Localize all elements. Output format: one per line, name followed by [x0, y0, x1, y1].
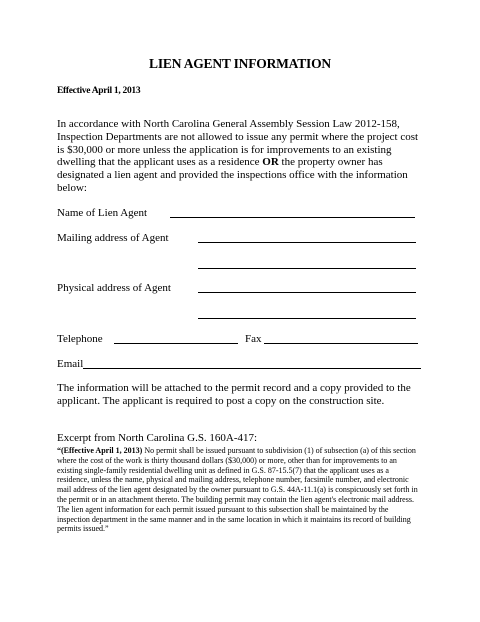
mailing-address-field-line1[interactable]	[198, 242, 416, 243]
intro-text-part2: the property owner has designated a lien agent and provided the inspections office with the information below:	[57, 156, 408, 194]
email-field[interactable]	[83, 368, 421, 369]
physical-address-field-line2[interactable]	[198, 318, 416, 319]
name-of-lien-agent-field[interactable]	[170, 217, 415, 218]
name-of-lien-agent-label: Name of Lien Agent	[57, 207, 148, 219]
excerpt-effective-lead: “(Effective April 1, 2013)	[57, 446, 143, 455]
excerpt-heading: Excerpt from North Carolina G.S. 160A-417:	[57, 432, 258, 444]
intro-text-part1: In accordance with North Carolina General Assembly Session Law 2012-158, Inspection Departments are not allowed to issue any permit where the project cost is $30,000 or more unless the application is for improvements to an existing dwelling that the applicant uses as a residence	[57, 118, 419, 169]
fax-field[interactable]	[264, 343, 418, 344]
document-title: LIEN AGENT INFORMATION	[149, 56, 331, 71]
excerpt-body	[57, 446, 422, 534]
intro-or-emphasis: OR	[262, 156, 279, 169]
physical-address-label: Physical address of Agent	[57, 282, 171, 294]
intro-paragraph	[57, 118, 427, 195]
permit-record-statement: The information will be attached to the permit record and a copy provided to the applicant. The applicant is required to post a copy on the construction site.	[57, 382, 411, 407]
physical-address-field-line1[interactable]	[198, 292, 416, 293]
email-label: Email	[57, 358, 84, 370]
effective-date: Effective April 1, 2013	[57, 86, 141, 96]
telephone-field[interactable]	[114, 343, 238, 344]
mailing-address-field-line2[interactable]	[198, 268, 416, 269]
fax-label: Fax	[245, 333, 262, 345]
telephone-label: Telephone	[57, 333, 103, 345]
excerpt-text: No permit shall be issued pursuant to subdivision (1) of subsection (a) of this section where the cost of the work is thirty thousand dollars ($30,000) or more, other than for improvements to an existing single-family residential dwelling unit as defined in G.S. 87-15.5(7) that the applicant uses as a residence, unless the name, physical and mailing address, telephone number, facsimile number, and electronic mail address of the lien agent designated by the owner pursuant to G.S. 44A-11.1(a) is conspicuously set forth in the permit or in an attachment thereto. The building permit may contain the lien agent's electronic mail address. The lien agent information for each permit issued pursuant to this subsection shall be maintained by the inspection department in the same manner and in the same location in which it maintains its record of building permits issued.”	[57, 446, 418, 534]
mailing-address-label: Mailing address of Agent	[57, 232, 169, 244]
